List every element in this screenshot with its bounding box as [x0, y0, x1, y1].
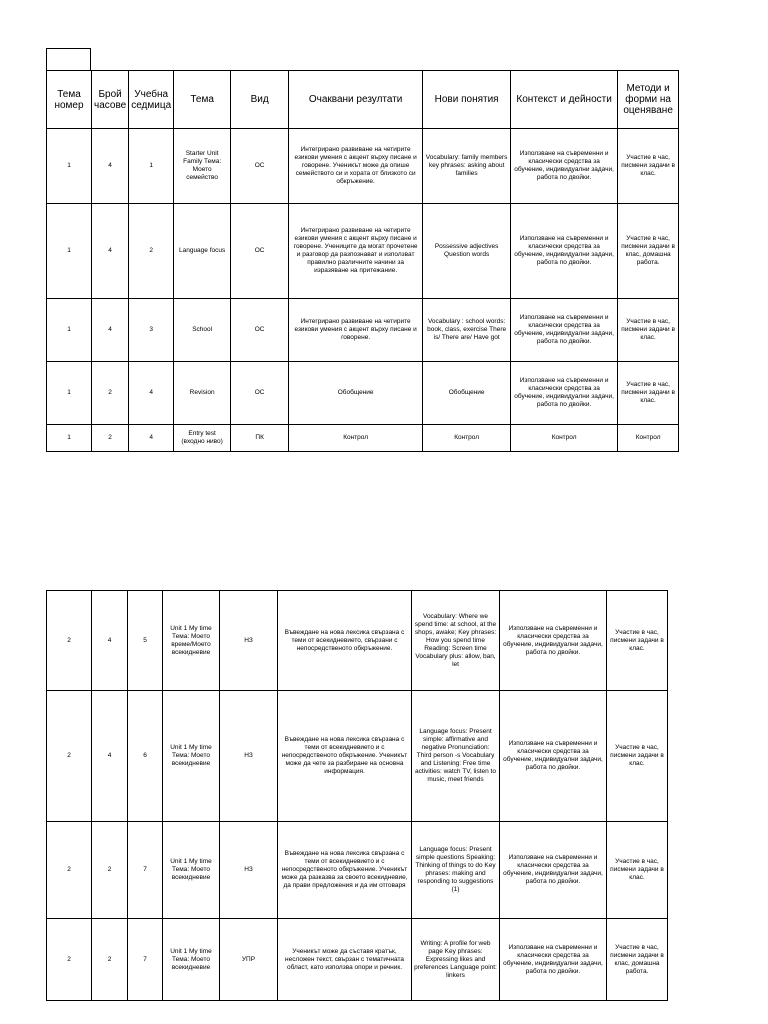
cell-week: 7	[128, 822, 163, 919]
corner-empty-cell	[46, 48, 91, 70]
cell-methods: Участие в час, писмени задачи в клас, домашна работа.	[607, 919, 668, 1001]
cell-week: 7	[128, 919, 163, 1001]
cell-concepts: Vocabulary: family members key phrases: asking about families	[423, 129, 511, 204]
header-concepts: Нови понятия	[423, 71, 511, 129]
cell-type: НЗ	[220, 822, 278, 919]
cell-type: ОС	[231, 362, 289, 425]
cell-concepts: Writing: A profile for web page Key phrases: Expressing likes and preferences Language point: linkers	[412, 919, 500, 1001]
header-methods: Методи и форми на оценяване	[618, 71, 679, 129]
cell-results: Въвеждане на нова лексика свързана с теми от всекидневието, свързани с непосредственото обкръжение.	[278, 591, 412, 691]
cell-topic: Unit 1 My time Тема: Моето всекидневие	[163, 919, 220, 1001]
cell-hours: 2	[92, 425, 129, 452]
cell-topic: Revision	[174, 362, 231, 425]
cell-methods: Участие в час, писмени задачи в клас.	[607, 691, 668, 822]
cell-context: Използване на съвременни и класически средства за обучение, индивидуални задачи, работа по двойки.	[511, 204, 618, 299]
cell-results: Интегрирано развиване на четирите езикови умения с акцент върху писане и говорене.	[289, 299, 423, 362]
cell-type: ОС	[231, 299, 289, 362]
cell-week: 5	[128, 591, 163, 691]
table-row	[47, 822, 668, 919]
cell-results: Въвеждане на нова лексика свързана с теми от всекидневието и с непосредственото обкръжение. Ученикът може да чете за разбиране на основна информация.	[278, 691, 412, 822]
cell-context: Използване на съвременни и класически средства за обучение, индивидуални задачи, работа по двойки.	[511, 129, 618, 204]
cell-concepts: Possessive adjectives Question words	[423, 204, 511, 299]
cell-results: Контрол	[289, 425, 423, 452]
cell-week: 1	[129, 129, 174, 204]
cell-topic-no: 1	[47, 299, 92, 362]
cell-week: 4	[129, 425, 174, 452]
cell-topic: Entry test (входно ниво)	[174, 425, 231, 452]
curriculum-table-top	[46, 70, 679, 452]
header-row	[47, 71, 679, 129]
cell-topic-no: 1	[47, 204, 92, 299]
cell-topic-no: 2	[47, 691, 92, 822]
cell-results: Интегрирано развиване на четирите езикови умения с акцент върху писане и говорене. Учениците да могат прочетене и разговор да разпознават и използват правилно различните начини за изразяване на притежание.	[289, 204, 423, 299]
cell-topic: Starter Unit Family Тема: Моето семейство	[174, 129, 231, 204]
cell-methods: Участие в час, писмени задачи в клас.	[618, 129, 679, 204]
cell-results: Обобщение	[289, 362, 423, 425]
header-type: Вид	[231, 71, 289, 129]
cell-week: 2	[129, 204, 174, 299]
cell-topic: Language focus	[174, 204, 231, 299]
cell-context: Използване на съвременни и класически средства за обучение, индивидуални задачи, работа по двойки.	[500, 822, 607, 919]
cell-topic-no: 1	[47, 425, 92, 452]
table-row	[47, 591, 668, 691]
table-row	[47, 299, 679, 362]
table-row	[47, 425, 679, 452]
header-hours: Брой часове	[92, 71, 129, 129]
cell-type: ОС	[231, 204, 289, 299]
cell-methods: Участие в час, писмени задачи в клас.	[607, 822, 668, 919]
header-topic: Тема	[174, 71, 231, 129]
cell-hours: 4	[92, 299, 129, 362]
cell-type: УПР	[220, 919, 278, 1001]
cell-type: ПК	[231, 425, 289, 452]
header-topic-no: Тема номер	[47, 71, 92, 129]
cell-concepts: Контрол	[423, 425, 511, 452]
cell-topic-no: 2	[47, 591, 92, 691]
table-row	[47, 691, 668, 822]
cell-topic-no: 1	[47, 129, 92, 204]
cell-context: Контрол	[511, 425, 618, 452]
cell-type: НЗ	[220, 591, 278, 691]
cell-topic-no: 2	[47, 822, 92, 919]
cell-methods: Участие в час, писмени задачи в клас.	[607, 591, 668, 691]
cell-results: Въвеждане на нова лексика свързана с теми от всекидневието и с непосредственото обкръжение. Ученикът може да разказва за своето всекидневие, да прави предложения и да им отговаря	[278, 822, 412, 919]
table-row	[47, 362, 679, 425]
cell-topic-no: 1	[47, 362, 92, 425]
cell-results: Интегрирано развиване на четирите езикови умения с акцент върху писане и говорене. Ученикът може да опише семейството си и хората от близкото си обкръжение.	[289, 129, 423, 204]
cell-concepts: Language focus: Present simple: affirmative and negative Pronunciation: Third person -s Vocabulary and Listening: Free time activities: watch TV, listen to music, meet friends	[412, 691, 500, 822]
cell-hours: 2	[92, 822, 128, 919]
curriculum-table-bottom	[46, 590, 668, 1001]
cell-methods: Участие в час, писмени задачи в клас.	[618, 362, 679, 425]
cell-hours: 4	[92, 204, 129, 299]
cell-topic: Unit 1 My time Тема: Моето всекидневие	[163, 691, 220, 822]
cell-concepts: Vocabulary: Where we spend time: at school, at the shops, awake; Key phrases: How you spend time Reading: Screen time Vocabulary plus: allow, ban, let	[412, 591, 500, 691]
cell-topic: Unit 1 My time Тема: Моето време/Моето всекидневие	[163, 591, 220, 691]
header-results: Очаквани резултати	[289, 71, 423, 129]
cell-week: 3	[129, 299, 174, 362]
cell-type: НЗ	[220, 691, 278, 822]
cell-methods: Участие в час, писмени задачи в клас.	[618, 299, 679, 362]
cell-hours: 2	[92, 362, 129, 425]
cell-topic: School	[174, 299, 231, 362]
header-context: Контекст и дейности	[511, 71, 618, 129]
cell-context: Използване на съвременни и класически средства за обучение, индивидуални задачи, работа по двойки.	[500, 591, 607, 691]
table-row	[47, 919, 668, 1001]
cell-context: Използване на съвременни и класически средства за обучение, индивидуални задачи, работа по двойки.	[500, 919, 607, 1001]
cell-week: 4	[129, 362, 174, 425]
cell-topic: Unit 1 My time Тема: Моето всекидневие	[163, 822, 220, 919]
cell-methods: Участие в час, писмени задачи в клас, домашна работа.	[618, 204, 679, 299]
cell-hours: 4	[92, 591, 128, 691]
cell-hours: 4	[92, 129, 129, 204]
cell-type: ОС	[231, 129, 289, 204]
cell-concepts: Vocabulary : school words: book, class, exercise There is/ There are/ Have got	[423, 299, 511, 362]
cell-topic-no: 2	[47, 919, 92, 1001]
cell-context: Използване на съвременни и класически средства за обучение, индивидуални задачи, работа по двойки.	[500, 691, 607, 822]
cell-context: Използване на съвременни и класически средства за обучение, индивидуални задачи, работа по двойки.	[511, 362, 618, 425]
table-row	[47, 204, 679, 299]
cell-results: Ученикът може да съставя кратък, несложен текст, свързан с тематичната област, като използва опори и речник.	[278, 919, 412, 1001]
table-row	[47, 129, 679, 204]
cell-context: Използване на съвременни и класически средства за обучение, индивидуални задачи, работа по двойки.	[511, 299, 618, 362]
cell-concepts: Обобщение	[423, 362, 511, 425]
cell-hours: 2	[92, 919, 128, 1001]
cell-concepts: Language focus: Present simple questions Speaking: Thinking of things to do Key phrases: making and responding to suggestions (1)	[412, 822, 500, 919]
header-week: Учебна седмица	[129, 71, 174, 129]
cell-methods: Контрол	[618, 425, 679, 452]
cell-hours: 4	[92, 691, 128, 822]
cell-week: 6	[128, 691, 163, 822]
